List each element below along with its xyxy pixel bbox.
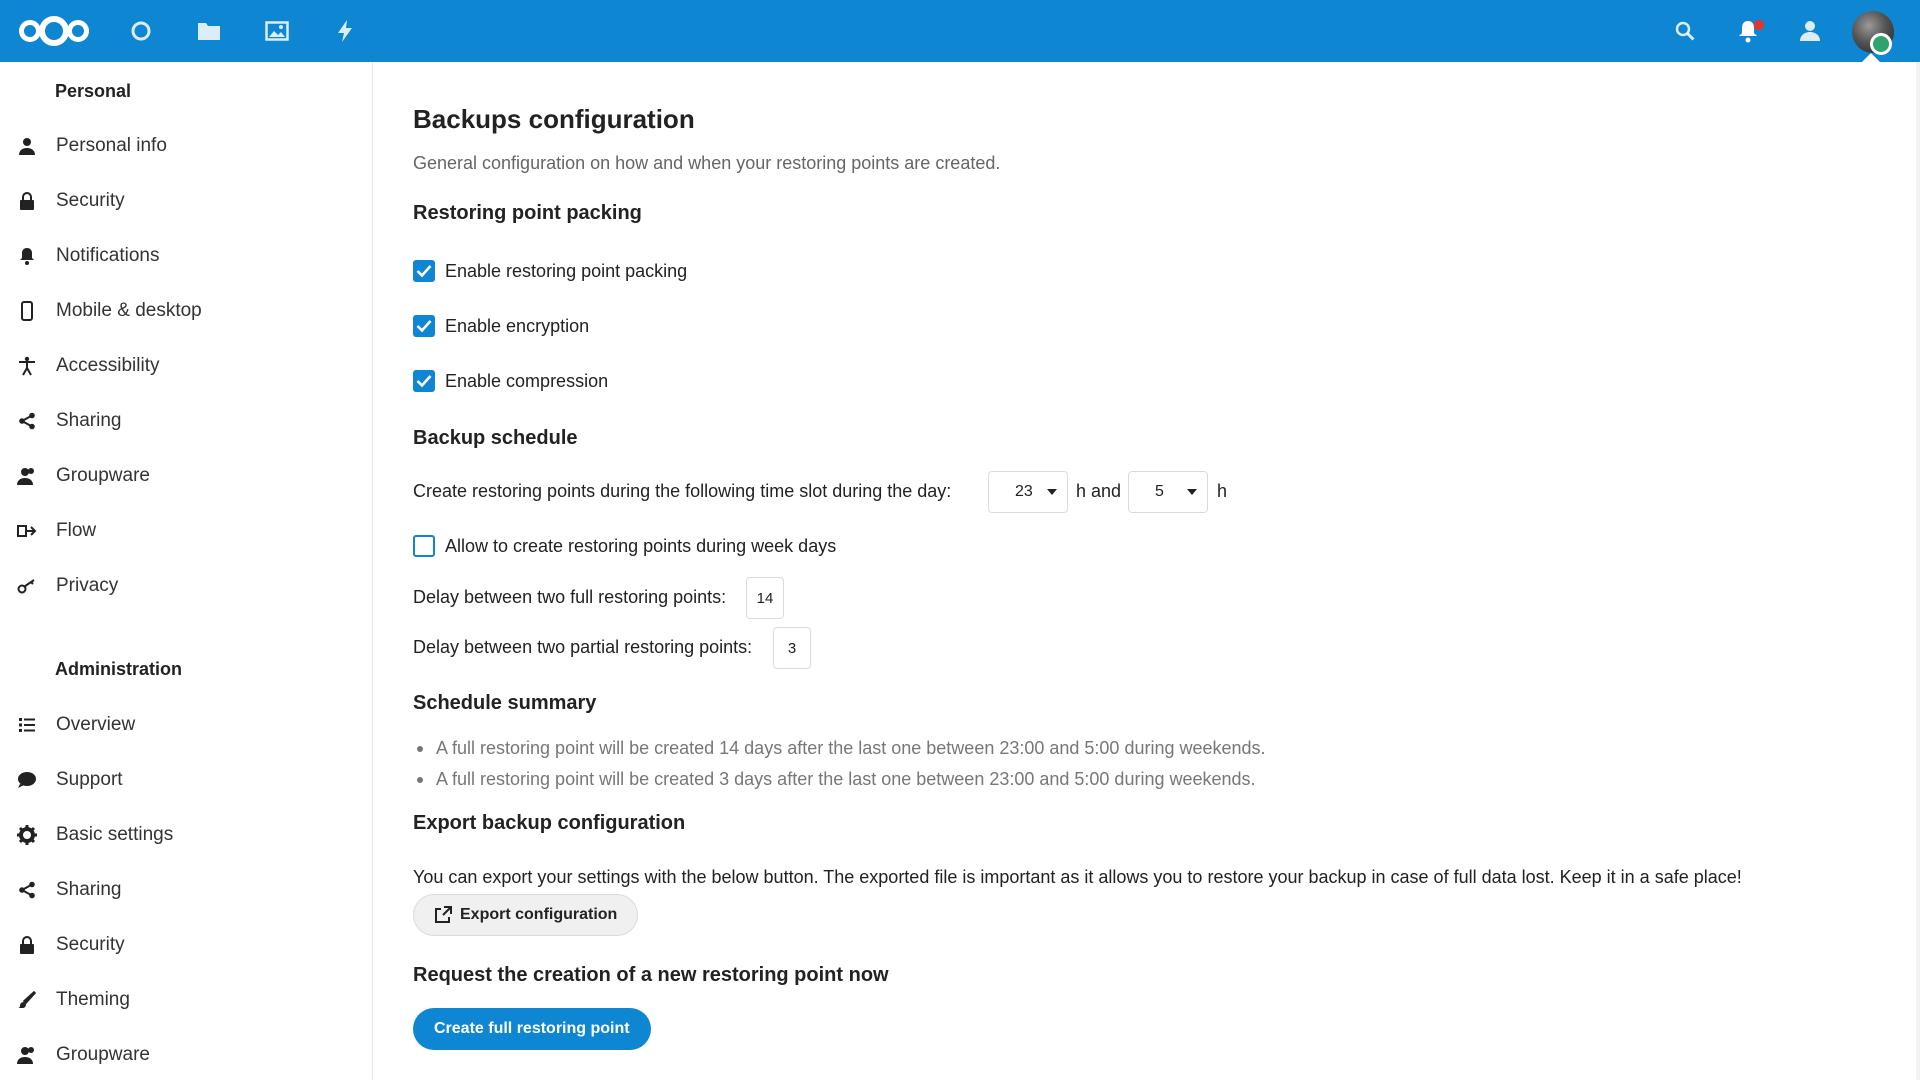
export-configuration-button[interactable] bbox=[413, 894, 638, 936]
sidebar-item-accessibility[interactable] bbox=[0, 344, 372, 388]
sidebar-item-admin-sharing[interactable] bbox=[0, 868, 372, 912]
phone-icon bbox=[17, 301, 37, 321]
start-hour-value: 23 bbox=[1015, 483, 1033, 500]
sidebar-item-sharing[interactable] bbox=[0, 399, 372, 443]
timeslot-between-label: h and bbox=[1076, 481, 1122, 501]
sidebar-item-privacy[interactable] bbox=[0, 564, 372, 608]
partial-delay-label: Delay between two partial restoring points: bbox=[413, 637, 753, 657]
checkbox-week-days[interactable] bbox=[413, 532, 836, 560]
sidebar-item-label: Basic settings bbox=[56, 824, 174, 845]
sidebar-item-admin-security[interactable] bbox=[0, 923, 372, 967]
share-icon bbox=[17, 880, 37, 900]
top-bar bbox=[0, 0, 1920, 62]
end-hour-value: 5 bbox=[1155, 483, 1164, 500]
group-icon bbox=[17, 1045, 37, 1065]
checkbox-checked-icon[interactable] bbox=[413, 370, 435, 392]
sidebar-item-label: Security bbox=[56, 934, 125, 955]
list-item: A full restoring point will be created 3 days after the last one between 23:00 and 5:00 during weekends. bbox=[413, 764, 1266, 795]
section-heading-request: Request the creation of a new restoring point now bbox=[413, 964, 889, 986]
sidebar-heading-administration: Administration bbox=[55, 659, 183, 679]
sidebar-heading-personal: Personal bbox=[55, 81, 132, 101]
photos-icon[interactable] bbox=[260, 0, 294, 62]
schedule-summary-list bbox=[413, 733, 1266, 795]
page-description: General configuration on how and when your restoring points are created. bbox=[413, 153, 1001, 173]
create-full-restoring-point-button[interactable]: Create full restoring point bbox=[413, 1008, 651, 1050]
sidebar-item-theming[interactable] bbox=[0, 978, 372, 1022]
sidebar-item-mobile-desktop[interactable] bbox=[0, 289, 372, 333]
search-icon[interactable] bbox=[1668, 0, 1702, 62]
sidebar-item-label: Sharing bbox=[56, 410, 122, 431]
checkbox-compression[interactable] bbox=[413, 367, 608, 395]
sidebar-item-groupware[interactable] bbox=[0, 454, 372, 498]
sidebar-item-label: Groupware bbox=[56, 1044, 150, 1065]
sidebar-item-notifications[interactable] bbox=[0, 234, 372, 278]
checkbox-checked-icon[interactable] bbox=[413, 315, 435, 337]
sidebar-item-label: Flow bbox=[56, 520, 97, 541]
files-icon[interactable] bbox=[192, 0, 226, 62]
start-hour-select[interactable] bbox=[988, 471, 1068, 513]
sidebar-item-label: Overview bbox=[56, 714, 136, 735]
status-online-badge bbox=[1870, 33, 1892, 55]
sidebar-item-overview[interactable] bbox=[0, 703, 372, 747]
sidebar-item-label: Sharing bbox=[56, 879, 122, 900]
checkbox-label: Enable restoring point packing bbox=[445, 260, 688, 281]
timeslot-label: Create restoring points during the following time slot during the day: bbox=[413, 481, 952, 501]
user-icon bbox=[17, 136, 37, 156]
button-label: Export configuration bbox=[460, 906, 618, 923]
lock-icon bbox=[17, 935, 37, 955]
sidebar-item-basic-settings[interactable] bbox=[0, 813, 372, 857]
contacts-icon[interactable] bbox=[1793, 0, 1827, 62]
full-delay-input[interactable]: 14 bbox=[746, 577, 784, 619]
checkbox-restoring-point-packing[interactable] bbox=[413, 257, 687, 285]
checkbox-unchecked-icon[interactable] bbox=[413, 535, 435, 557]
section-heading-summary: Schedule summary bbox=[413, 692, 597, 714]
section-heading-schedule: Backup schedule bbox=[413, 427, 578, 449]
accessibility-icon bbox=[17, 356, 37, 376]
key-icon bbox=[17, 576, 37, 596]
external-link-icon bbox=[434, 906, 452, 924]
sidebar-item-label: Security bbox=[56, 190, 125, 211]
timeslot-suffix: h bbox=[1217, 481, 1228, 501]
scrollbar[interactable] bbox=[1916, 62, 1920, 1080]
sidebar-item-admin-groupware[interactable] bbox=[0, 1033, 372, 1077]
brush-icon bbox=[17, 990, 37, 1010]
notification-badge bbox=[1754, 20, 1764, 30]
dashboard-icon[interactable] bbox=[124, 0, 158, 62]
section-heading-export: Export backup configuration bbox=[413, 812, 686, 834]
checkbox-encryption[interactable] bbox=[413, 312, 589, 340]
checkbox-checked-icon[interactable] bbox=[413, 260, 435, 282]
settings-content bbox=[413, 62, 1893, 1080]
nextcloud-logo[interactable] bbox=[14, 0, 94, 62]
sidebar-item-label: Notifications bbox=[56, 245, 160, 266]
sidebar-item-flow[interactable] bbox=[0, 509, 372, 553]
settings-sidebar bbox=[0, 62, 373, 1080]
activity-icon[interactable] bbox=[328, 0, 362, 62]
share-icon bbox=[17, 411, 37, 431]
full-delay-label: Delay between two full restoring points: bbox=[413, 587, 727, 607]
gear-icon bbox=[17, 825, 37, 845]
chat-icon bbox=[17, 770, 37, 790]
group-icon bbox=[17, 466, 37, 486]
chevron-down-icon bbox=[1187, 489, 1197, 495]
list-item: A full restoring point will be created 14 days after the last one between 23:00 and 5:00 during weekends. bbox=[413, 733, 1266, 764]
checkbox-label: Enable encryption bbox=[445, 315, 590, 336]
section-heading-packing: Restoring point packing bbox=[413, 202, 642, 224]
sidebar-item-label: Groupware bbox=[56, 465, 150, 486]
sidebar-item-label: Privacy bbox=[56, 575, 119, 596]
flow-icon bbox=[17, 521, 37, 541]
sidebar-item-support[interactable] bbox=[0, 758, 372, 802]
menu-caret bbox=[1862, 53, 1880, 62]
sidebar-item-personal-info[interactable] bbox=[0, 124, 372, 168]
notifications-icon[interactable] bbox=[1731, 0, 1765, 62]
sidebar-item-label: Personal info bbox=[56, 135, 167, 156]
end-hour-select[interactable] bbox=[1128, 471, 1208, 513]
chevron-down-icon bbox=[1047, 489, 1057, 495]
checkbox-label: Allow to create restoring points during week days bbox=[445, 535, 837, 556]
checkbox-label: Enable compression bbox=[445, 370, 609, 391]
sidebar-item-label: Mobile & desktop bbox=[56, 300, 202, 321]
lock-icon bbox=[17, 191, 37, 211]
bell-icon bbox=[17, 246, 37, 266]
page-title: Backups configuration bbox=[413, 104, 695, 134]
list-icon bbox=[17, 715, 37, 735]
export-description: You can export your settings with the below button. The exported file is important as it allows you to restore your backup in case of full data lost. Keep it in a safe place! bbox=[413, 867, 1742, 887]
sidebar-item-label: Accessibility bbox=[56, 355, 160, 376]
partial-delay-input[interactable]: 3 bbox=[773, 627, 811, 669]
sidebar-item-label: Support bbox=[56, 769, 123, 790]
sidebar-item-security[interactable] bbox=[0, 179, 372, 223]
sidebar-item-label: Theming bbox=[56, 989, 130, 1010]
